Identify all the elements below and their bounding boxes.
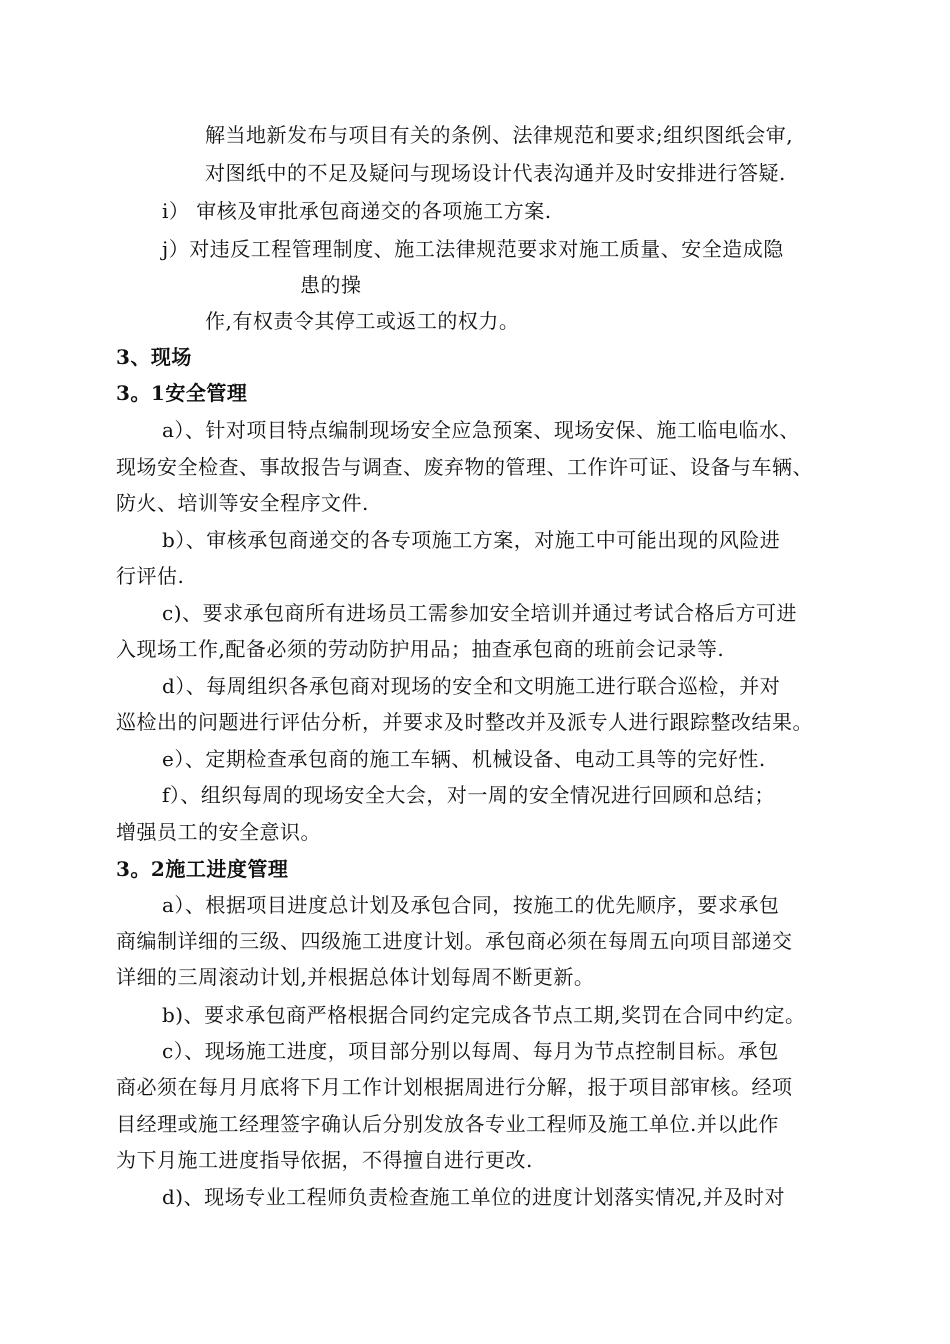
paragraph-line: 目经理或施工经理签字确认后分别发放各专业工程师及施工单位.并以此作 bbox=[116, 1112, 779, 1136]
paragraph-line: c）、现场施工进度，项目部分别以每周、每月为节点控制目标。承包 bbox=[162, 1039, 779, 1063]
paragraph-line: e）、定期检查承包商的施工车辆、机械设备、电动工具等的完好性. bbox=[162, 747, 766, 771]
paragraph-line: 防火、培训等安全程序文件. bbox=[116, 491, 369, 515]
paragraph-line: f）、组织每周的现场安全大会，对一周的安全情况进行回顾和总结； bbox=[162, 783, 775, 807]
paragraph-line: 患的操 bbox=[300, 273, 362, 297]
paragraph-line: b）、审核承包商递交的各专项施工方案，对施工中可能出现的风险进 bbox=[162, 528, 781, 552]
paragraph-line: 商编制详细的三级、四级施工进度计划。承包商必须在每周五向项目部递交 bbox=[116, 929, 793, 953]
paragraph-line: d）、每周组织各承包商对现场的安全和文明施工进行联合巡检，并对 bbox=[162, 674, 781, 698]
subsection-heading: 3。2施工进度管理 bbox=[116, 857, 289, 881]
paragraph-line: 巡检出的问题进行评估分析，并要求及时整改并及派专人进行跟踪整改结果。 bbox=[116, 710, 813, 734]
subsection-heading: 3。1安全管理 bbox=[116, 381, 248, 405]
paragraph-line: c)、要求承包商所有进场员工需参加安全培训并通过考试合格后方可进 bbox=[162, 601, 798, 625]
paragraph-line: 行评估. bbox=[116, 564, 185, 588]
paragraph-line: 详细的三周滚动计划,并根据总体计划每周不断更新。 bbox=[116, 965, 595, 989]
paragraph-line: 入现场工作,配备必须的劳动防护用品；抽查承包商的班前会记录等. bbox=[116, 637, 725, 661]
paragraph-line: 现场安全检查、事故报告与调查、废弃物的管理、工作许可证、设备与车辆、 bbox=[116, 455, 813, 479]
paragraph-line: d)、现场专业工程师负责检查施工单位的进度计划落实情况,并及时对 bbox=[162, 1185, 785, 1209]
paragraph-line: 增强员工的安全意识。 bbox=[116, 820, 321, 844]
list-item-j: j）对违反工程管理制度、施工法律规范要求对施工质量、安全造成隐 bbox=[162, 237, 784, 261]
paragraph-line: 作,有权责令其停工或返工的权力。 bbox=[205, 309, 520, 333]
paragraph-line: 对图纸中的不足及疑问与现场设计代表沟通并及时安排进行答疑. bbox=[205, 161, 786, 185]
paragraph-line: b)、要求承包商严格根据合同约定完成各节点工期,奖罚在合同中约定。 bbox=[162, 1003, 806, 1027]
list-item-i: i） 审核及审批承包商递交的各项施工方案. bbox=[162, 199, 552, 223]
section-heading: 3、现场 bbox=[116, 345, 192, 369]
paragraph-line: 为下月施工进度指导依据，不得擅自进行更改. bbox=[116, 1148, 533, 1172]
paragraph-line: 商必须在每月月底将下月工作计划根据周进行分解，报于项目部审核。经项 bbox=[116, 1075, 793, 1099]
paragraph-line: 解当地新发布与项目有关的条例、法律规范和要求;组织图纸会审, bbox=[205, 123, 794, 147]
paragraph-line: a）、根据项目进度总计划及承包合同，按施工的优先顺序，要求承包 bbox=[162, 893, 780, 917]
paragraph-line: a）、针对项目特点编制现场安全应急预案、现场安保、施工临电临水、 bbox=[162, 418, 800, 442]
